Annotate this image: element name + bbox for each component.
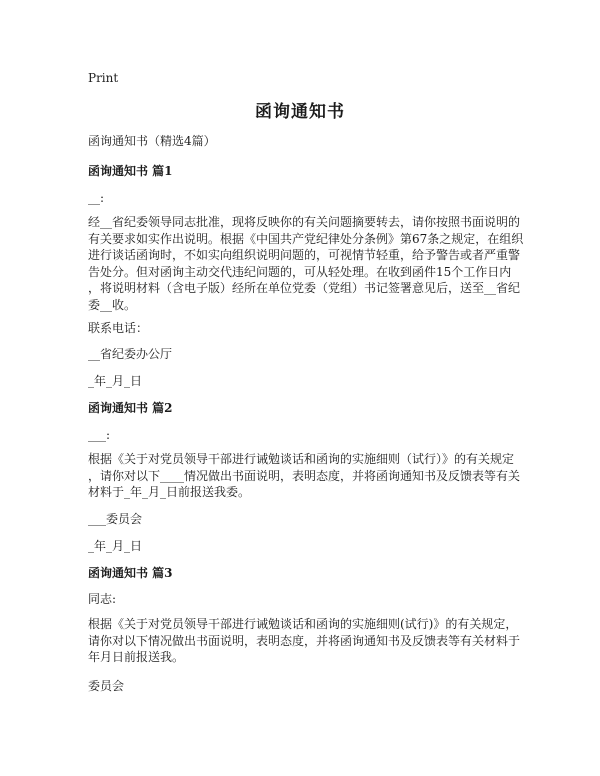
- section-2-salutation: ___:: [88, 428, 111, 442]
- document-subtitle: 函询通知书（精选4篇）: [88, 134, 216, 148]
- section-1-contact: 联系电话：: [88, 321, 149, 335]
- section-2-body: [88, 451, 528, 501]
- section-1-date: _年_月_日: [88, 374, 143, 388]
- section-3-salutation: 同志:: [88, 592, 117, 606]
- section-1-body-line: 经__省纪委领导同志批准，现将反映你的有关问题摘要转去，请你按照书面说明的: [88, 215, 521, 229]
- section-2-body-line: 材料于_年_月_日前报送我委。: [88, 485, 251, 499]
- print-link[interactable]: Print: [88, 71, 119, 85]
- section-3-body-line: 根据《关于对党员领导干部进行诫勉谈话和函询的实施细则(试行)》的有关规定，: [88, 617, 518, 631]
- section-3-body: [88, 616, 528, 666]
- section-3-body-line: 请你对以下情况做出书面说明，表明态度，并将函询通知书及反馈表等有关材料于: [88, 633, 521, 648]
- section-1-body-line: 进行谈话函询时，不如实向组织说明问题的，可视情节轻重，给予警告或者严重警: [88, 248, 521, 262]
- section-1-body-line: ，将说明材料（含电子版）经所在单位党委（党组）书记签署意见后，送至__省纪: [88, 281, 521, 295]
- section-1-heading: 函询通知书 篇1: [88, 164, 173, 178]
- section-3-heading: 函询通知书 篇3: [88, 566, 173, 580]
- section-2-heading: 函询通知书 篇2: [88, 401, 173, 415]
- section-1-signature: __省纪委办公厅: [88, 347, 173, 361]
- section-3-body-line: 年月日前报送我。: [88, 650, 185, 664]
- section-2-body-line: ，请你对以下____情况做出书面说明，表明态度，并将函询通知书及反馈表等有关: [88, 468, 521, 483]
- document-title: 函询通知书: [255, 102, 345, 122]
- section-2-body-line: 根据《关于对党员领导干部进行诫勉谈话和函询的实施细则（试行）》的有关规定: [88, 452, 515, 466]
- section-1-body-line: 告处分。但对函询主动交代违纪问题的，可从轻处理。在收到函件15个工作日内: [88, 264, 512, 279]
- section-2-date: _年_月_日: [88, 539, 143, 553]
- section-2-signature: ___委员会: [88, 512, 143, 526]
- section-1-body-line: 有关要求如实作出说明。根据《中国共产党纪律处分条例》第67条之规定，在组织: [88, 231, 524, 246]
- section-1-body-line: 委__收。: [88, 297, 137, 312]
- section-3-signature: 委员会: [88, 679, 125, 693]
- section-1-salutation: __:: [88, 191, 105, 205]
- section-1-body: [88, 214, 528, 313]
